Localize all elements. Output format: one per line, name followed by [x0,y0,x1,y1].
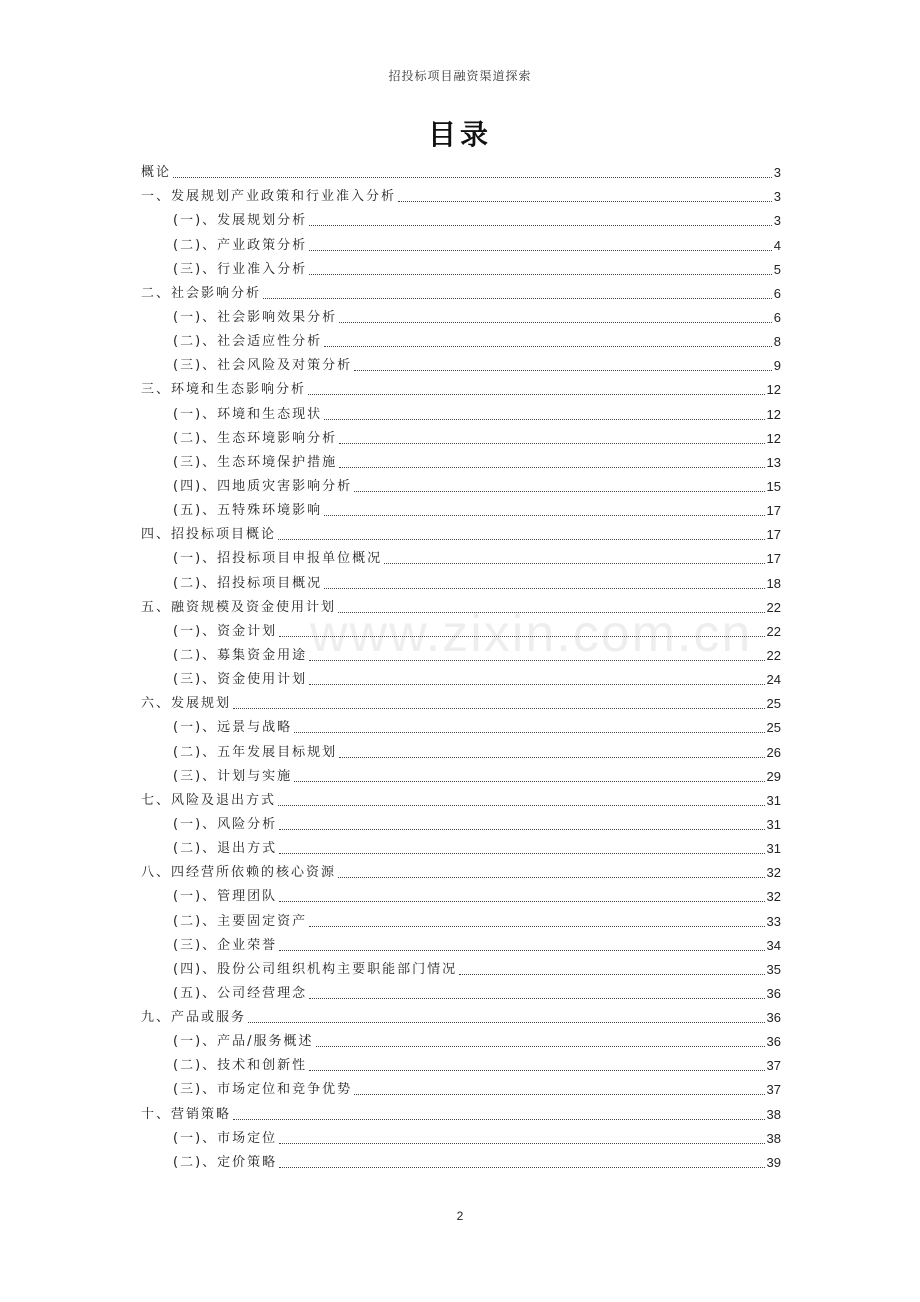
toc-subentry[interactable] [141,1030,781,1054]
toc-entry-title: 七、风险及退出方式 [141,792,277,808]
toc-entry-title: (一)、社会影响效果分析 [173,309,338,325]
toc-entry-page: 4 [773,237,781,253]
toc-subentry[interactable] [141,209,781,233]
toc-entry-page: 12 [766,382,781,398]
toc-entry[interactable] [141,692,781,716]
toc-entry-title: (二)、定价策略 [173,1154,278,1170]
toc-subentry[interactable] [141,499,781,523]
toc-entry-title: (二)、产业政策分析 [173,237,308,253]
toc-entry-page: 12 [766,430,781,446]
toc-dot-leader [278,539,765,540]
toc-entry-page: 37 [766,1082,781,1098]
toc-dot-leader [316,1046,765,1047]
toc-entry-page: 9 [773,358,781,374]
toc-entry[interactable] [141,596,781,620]
toc-dot-leader [309,274,772,275]
toc-subentry[interactable] [141,571,781,595]
toc-dot-leader [354,370,772,371]
toc-subentry[interactable] [141,909,781,933]
toc-entry[interactable] [141,161,781,185]
toc-entry-page: 31 [766,841,781,857]
toc-dot-leader [324,419,764,420]
page-title: 目录 [427,118,492,151]
toc-dot-leader [279,1167,764,1168]
toc-dot-leader [279,901,764,902]
toc-entry-page: 12 [766,406,781,422]
toc-entry-page: 32 [766,865,781,881]
table-of-contents [141,161,781,1175]
toc-entry-page: 31 [766,792,781,808]
toc-entry-page: 8 [773,334,781,350]
toc-dot-leader [309,998,764,999]
toc-entry-title: (一)、产品/服务概述 [173,1034,314,1050]
toc-entry-page: 17 [766,527,781,543]
toc-entry-page: 38 [766,1106,781,1122]
toc-subentry[interactable] [141,813,781,837]
toc-entry-page: 37 [766,1058,781,1074]
toc-entry-page: 17 [766,503,781,519]
toc-subentry[interactable] [141,1054,781,1078]
toc-entry-title: (二)、生态环境影响分析 [173,430,338,446]
toc-subentry[interactable] [141,258,781,282]
toc-entry-page: 3 [773,189,781,205]
toc-entry-title: (一)、远景与战略 [173,720,293,736]
toc-entry-title: (三)、资金使用计划 [173,672,308,688]
toc-entry-title: 九、产品或服务 [141,1010,247,1026]
toc-entry-page: 22 [766,647,781,663]
toc-subentry[interactable] [141,885,781,909]
toc-entry-page: 38 [766,1130,781,1146]
toc-subentry[interactable] [141,475,781,499]
toc-dot-leader [324,515,764,516]
toc-dot-leader [248,1022,765,1023]
toc-entry[interactable] [141,861,781,885]
watermark: www.zixin.com.cn [310,605,753,663]
toc-subentry[interactable] [141,427,781,451]
toc-entry-page: 17 [766,551,781,567]
toc-entry-title: (二)、招投标项目概况 [173,575,323,591]
toc-entry-title: (一)、招投标项目申报单位概况 [173,551,383,567]
toc-entry[interactable] [141,523,781,547]
toc-dot-leader [309,684,764,685]
toc-entry-page: 13 [766,454,781,470]
toc-entry-page: 25 [766,696,781,712]
toc-subentry[interactable] [141,306,781,330]
toc-dot-leader [263,298,772,299]
toc-dot-leader [173,177,772,178]
toc-entry-title: 五、融资规模及资金使用计划 [141,599,337,615]
toc-entry-title: (三)、市场定位和竞争优势 [173,1082,353,1098]
toc-entry-title: 二、社会影响分析 [141,285,262,301]
toc-subentry[interactable] [141,837,781,861]
toc-entry-title: (一)、管理团队 [173,889,278,905]
toc-dot-leader [354,491,764,492]
toc-entry[interactable] [141,282,781,306]
toc-dot-leader [398,201,772,202]
toc-subentry[interactable] [141,765,781,789]
toc-subentry[interactable] [141,402,781,426]
page-header: 招投标项目融资渠道探索 [388,69,532,83]
toc-dot-leader [338,612,765,613]
toc-subentry[interactable] [141,1127,781,1151]
toc-entry-page: 34 [766,937,781,953]
toc-dot-leader [309,250,772,251]
toc-subentry[interactable] [141,958,781,982]
toc-entry-title: 六、发展规划 [141,696,232,712]
toc-entry-page: 35 [766,961,781,977]
toc-dot-leader [324,346,772,347]
toc-entry-title: (三)、行业准入分析 [173,261,308,277]
toc-entry-page: 15 [766,478,781,494]
toc-entry-page: 36 [766,1010,781,1026]
toc-entry-title: (二)、社会适应性分析 [173,334,323,350]
toc-entry-page: 33 [766,913,781,929]
toc-subentry[interactable] [141,644,781,668]
toc-dot-leader [279,1143,764,1144]
toc-entry-title: (四)、股份公司组织机构主要职能部门情况 [173,961,458,977]
toc-dot-leader [279,853,764,854]
toc-entry-page: 26 [766,744,781,760]
toc-entry-title: 八、四经营所依赖的核心资源 [141,865,337,881]
toc-subentry[interactable] [141,354,781,378]
toc-entry-page: 22 [766,599,781,615]
toc-entry[interactable] [141,789,781,813]
toc-entry-title: (三)、社会风险及对策分析 [173,358,353,374]
toc-entry-page: 5 [773,261,781,277]
toc-dot-leader [459,974,764,975]
toc-entry-page: 3 [773,213,781,229]
toc-dot-leader [279,950,764,951]
toc-entry[interactable] [141,378,781,402]
toc-entry-title: (四)、四地质灾害影响分析 [173,478,353,494]
toc-entry-page: 39 [766,1154,781,1170]
toc-subentry[interactable] [141,330,781,354]
toc-entry-title: (三)、生态环境保护措施 [173,454,338,470]
toc-dot-leader [294,781,764,782]
toc-entry-page: 29 [766,768,781,784]
toc-entry-title: 四、招投标项目概论 [141,527,277,543]
toc-dot-leader [338,877,765,878]
toc-subentry[interactable] [141,620,781,644]
toc-entry-title: 一、发展规划产业政策和行业准入分析 [141,189,397,205]
toc-subentry[interactable] [141,233,781,257]
toc-entry-title: (一)、发展规划分析 [173,213,308,229]
toc-subentry[interactable] [141,740,781,764]
toc-entry-page: 24 [766,672,781,688]
toc-subentry[interactable] [141,982,781,1006]
toc-entry-title: (一)、资金计划 [173,623,278,639]
toc-subentry[interactable] [141,668,781,692]
toc-entry-page: 25 [766,720,781,736]
toc-entry-title: (五)、五特殊环境影响 [173,503,323,519]
toc-entry-page: 3 [773,165,781,181]
toc-subentry[interactable] [141,716,781,740]
toc-dot-leader [233,708,765,709]
toc-entry-page: 32 [766,889,781,905]
toc-dot-leader [339,322,772,323]
toc-entry-title: (二)、退出方式 [173,841,278,857]
toc-entry-title: (一)、市场定位 [173,1130,278,1146]
toc-entry-title: (五)、公司经营理念 [173,985,308,1001]
toc-dot-leader [278,805,765,806]
toc-entry-title: 十、营销策略 [141,1106,232,1122]
toc-dot-leader [279,829,764,830]
toc-entry-page: 6 [773,285,781,301]
toc-dot-leader [384,563,764,564]
toc-subentry[interactable] [141,451,781,475]
toc-dot-leader [233,1119,765,1120]
toc-subentry[interactable] [141,934,781,958]
toc-entry-title: (二)、五年发展目标规划 [173,744,338,760]
toc-entry[interactable] [141,1006,781,1030]
toc-entry-title: 概论 [141,165,172,181]
toc-dot-leader [339,467,764,468]
toc-dot-leader [308,394,765,395]
toc-entry-page: 36 [766,985,781,1001]
toc-dot-leader [339,757,764,758]
toc-entry-title: 三、环境和生态影响分析 [141,382,307,398]
toc-dot-leader [309,660,764,661]
toc-entry-title: (二)、技术和创新性 [173,1058,308,1074]
toc-dot-leader [309,1070,764,1071]
toc-subentry[interactable] [141,1078,781,1102]
toc-entry-title: (一)、环境和生态现状 [173,406,323,422]
toc-dot-leader [354,1094,764,1095]
toc-subentry[interactable] [141,1151,781,1175]
toc-entry-title: (二)、募集资金用途 [173,647,308,663]
toc-entry-page: 18 [766,575,781,591]
toc-subentry[interactable] [141,547,781,571]
toc-entry-title: (三)、计划与实施 [173,768,293,784]
toc-dot-leader [309,225,772,226]
toc-entry[interactable] [141,1102,781,1126]
toc-dot-leader [339,443,764,444]
toc-entry-title: (三)、企业荣誉 [173,937,278,953]
toc-entry-title: (一)、风险分析 [173,816,278,832]
page-number: 2 [456,1209,464,1223]
toc-entry-page: 6 [773,309,781,325]
toc-dot-leader [324,588,764,589]
toc-dot-leader [279,636,764,637]
toc-entry-page: 31 [766,816,781,832]
toc-entry-title: (二)、主要固定资产 [173,913,308,929]
toc-entry[interactable] [141,185,781,209]
toc-entry-page: 22 [766,623,781,639]
toc-dot-leader [309,926,764,927]
toc-entry-page: 36 [766,1034,781,1050]
toc-dot-leader [294,732,764,733]
